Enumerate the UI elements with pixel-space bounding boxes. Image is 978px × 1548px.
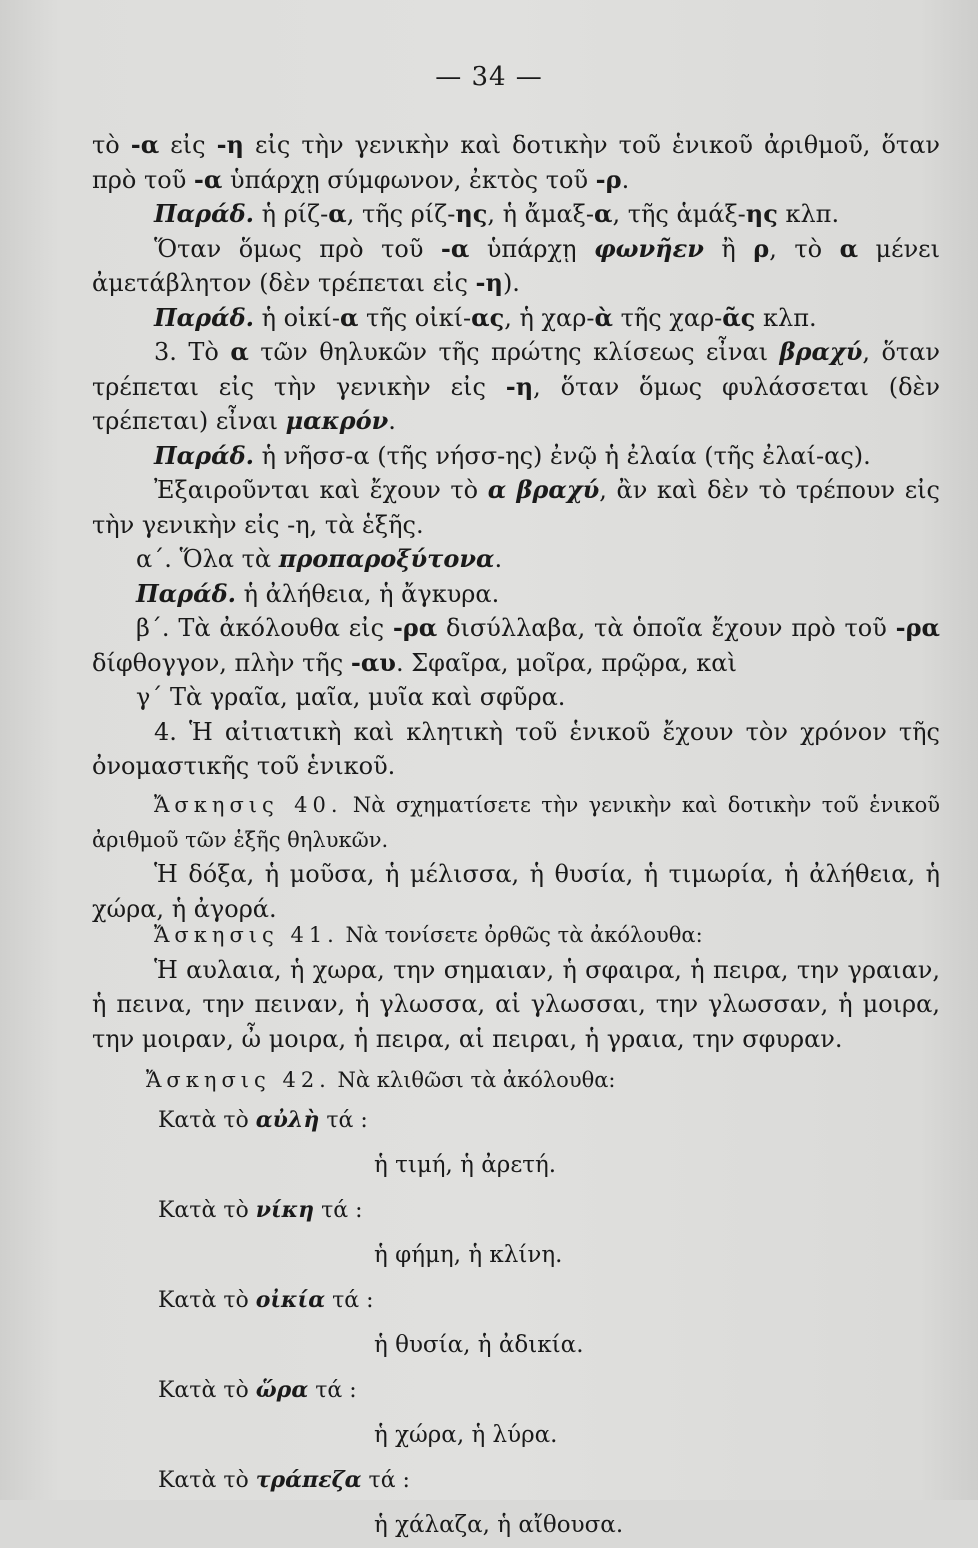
paragraph-rule-eta: τὸ -α εἰς -η εἰς τὴν γενικὴν καὶ δοτικὴν τοῦ ἑνικοῦ ἀριθμοῦ, ὅταν πρὸ τοῦ -α ὑπάρχῃ σύμφωνον, ἐκτὸς τοῦ -ρ. — [92, 130, 940, 194]
main-text — [92, 128, 940, 784]
declension-words-3: ἡ θυσία, ἡ ἀδικία. — [374, 1331, 584, 1358]
paragraph-exceptions: Ἐξαιροῦνται καὶ ἔχουν τὸ α βραχύ, ἂν καὶ δὲν τὸ τρέπουν εἰς τὴν γενικὴν εἰς -η, τὰ ἑξῆς. — [92, 475, 940, 539]
declension-words-5: ἡ χάλαζα, ἡ αἴθουσα. — [374, 1511, 624, 1538]
page-number: — 34 — — [435, 62, 543, 92]
paragraph-exception-b: β΄. Τὰ ἀκόλουθα εἰς -ρα δισύλλαβα, τὰ ὁποῖα ἔχουν πρὸ τοῦ -ρα δίφθογγον, πλὴν τῆς -αυ. Σφαῖρα, μοῖρα, πρῷρα, καὶ — [92, 613, 940, 677]
declension-model-4: Κατὰ τὸ ὥρα τά : — [158, 1376, 357, 1403]
paragraph-example-4: Παράδ. ἡ ἀλήθεια, ἡ ἄγκυρα. — [136, 578, 500, 608]
paragraph-example-1: Παράδ. ἡ ρίζ-α, τῆς ρίζ-ης, ἡ ἄμαξ-α, τῆς ἁμάξ-ης κλπ. — [154, 199, 840, 228]
declension-words-4: ἡ χώρα, ἡ λύρα. — [374, 1421, 558, 1448]
exercise-40-heading: Ἄσκησις 40. Νὰ σχηματίσετε τὴν γενικὴν καὶ δοτικὴν τοῦ ἑνικοῦ ἀριθμοῦ τῶν ἑξῆς θηλυκῶν. — [92, 793, 941, 852]
declension-model-3: Κατὰ τὸ οἰκία τά : — [158, 1286, 374, 1313]
paragraph-rule-3: 3. Τὸ α τῶν θηλυκῶν τῆς πρώτης κλίσεως εἶναι βραχύ, ὅταν τρέπεται εἰς τὴν γενικὴν εἰς -η, ὅταν ὅμως φυλάσσεται (δὲν τρέπεται) εἶναι μακρόν. — [92, 337, 940, 435]
exercise-40 — [92, 788, 940, 926]
exercise-42 — [92, 1063, 940, 1548]
paragraph-rule-alpha: Ὅταν ὅμως πρὸ τοῦ -α ὑπάρχῃ φωνῆεν ἢ ρ, τὸ α μένει ἀμετάβλητον (δὲν τρέπεται εἰς -η). — [92, 233, 941, 297]
exercise-42-heading: Ἄσκησις 42. Νὰ κλιθῶσι τὰ ἀκόλουθα: — [146, 1068, 616, 1092]
exercise-41-text: Ἡ αυλαια, ἡ χωρα, την σημαιαν, ἡ σφαιρα, ἡ πειρα, την γραιαν, ἡ πεινα, την πειναν, ἡ γλωσσα, αἱ γλωσσαι, την γλωσσαν, ἡ μοιρα, την μοιραν, ὦ μοιρα, ἡ πειρα, αἱ πειραι, ἡ γραια, την σφυραν. — [92, 955, 940, 1053]
paragraph-exception-a: α΄. Ὅλα τὰ προπαροξύτονα. — [136, 544, 503, 573]
declension-words-2: ἡ φήμη, ἡ κλίνη. — [374, 1241, 563, 1268]
paragraph-example-2: Παράδ. ἡ οἰκί-α τῆς οἰκί-ας, ἡ χαρ-ὰ τῆς χαρ-ᾶς κλπ. — [154, 302, 817, 332]
declension-model-2: Κατὰ τὸ νίκη τά : — [158, 1196, 363, 1223]
paragraph-example-3: Παράδ. ἡ νῆσσ-α (τῆς νήσσ-ης) ἐνῷ ἡ ἐλαία (τῆς ἐλαί-ας). — [154, 440, 871, 470]
exercise-41 — [92, 918, 940, 1056]
paragraph-exception-c: γ΄ Τὰ γραῖα, μαῖα, μυῖα καὶ σφῦρα. — [136, 683, 566, 711]
declension-model-1: Κατὰ τὸ αὐλὴ τά : — [158, 1106, 368, 1133]
paragraph-rule-4: 4. Ἡ αἰτιατικὴ καὶ κλητικὴ τοῦ ἑνικοῦ ἔχουν τὸν χρόνον τῆς ὀνομαστικῆς τοῦ ἑνικοῦ. — [92, 717, 940, 780]
declension-words-1: ἡ τιμή, ἡ ἀρετή. — [374, 1151, 557, 1178]
exercise-40-text: Ἡ δόξα, ἡ μοῦσα, ἡ μέλισσα, ἡ θυσία, ἡ τιμωρία, ἡ ἀλήθεια, ἡ χώρα, ἡ ἀγορά. — [92, 860, 940, 923]
exercise-41-heading: Ἄσκησις 41. Νὰ τονίσετε ὀρθῶς τὰ ἀκόλουθα: — [154, 923, 703, 947]
declension-model-5: Κατὰ τὸ τράπεζα τά : — [158, 1466, 410, 1493]
